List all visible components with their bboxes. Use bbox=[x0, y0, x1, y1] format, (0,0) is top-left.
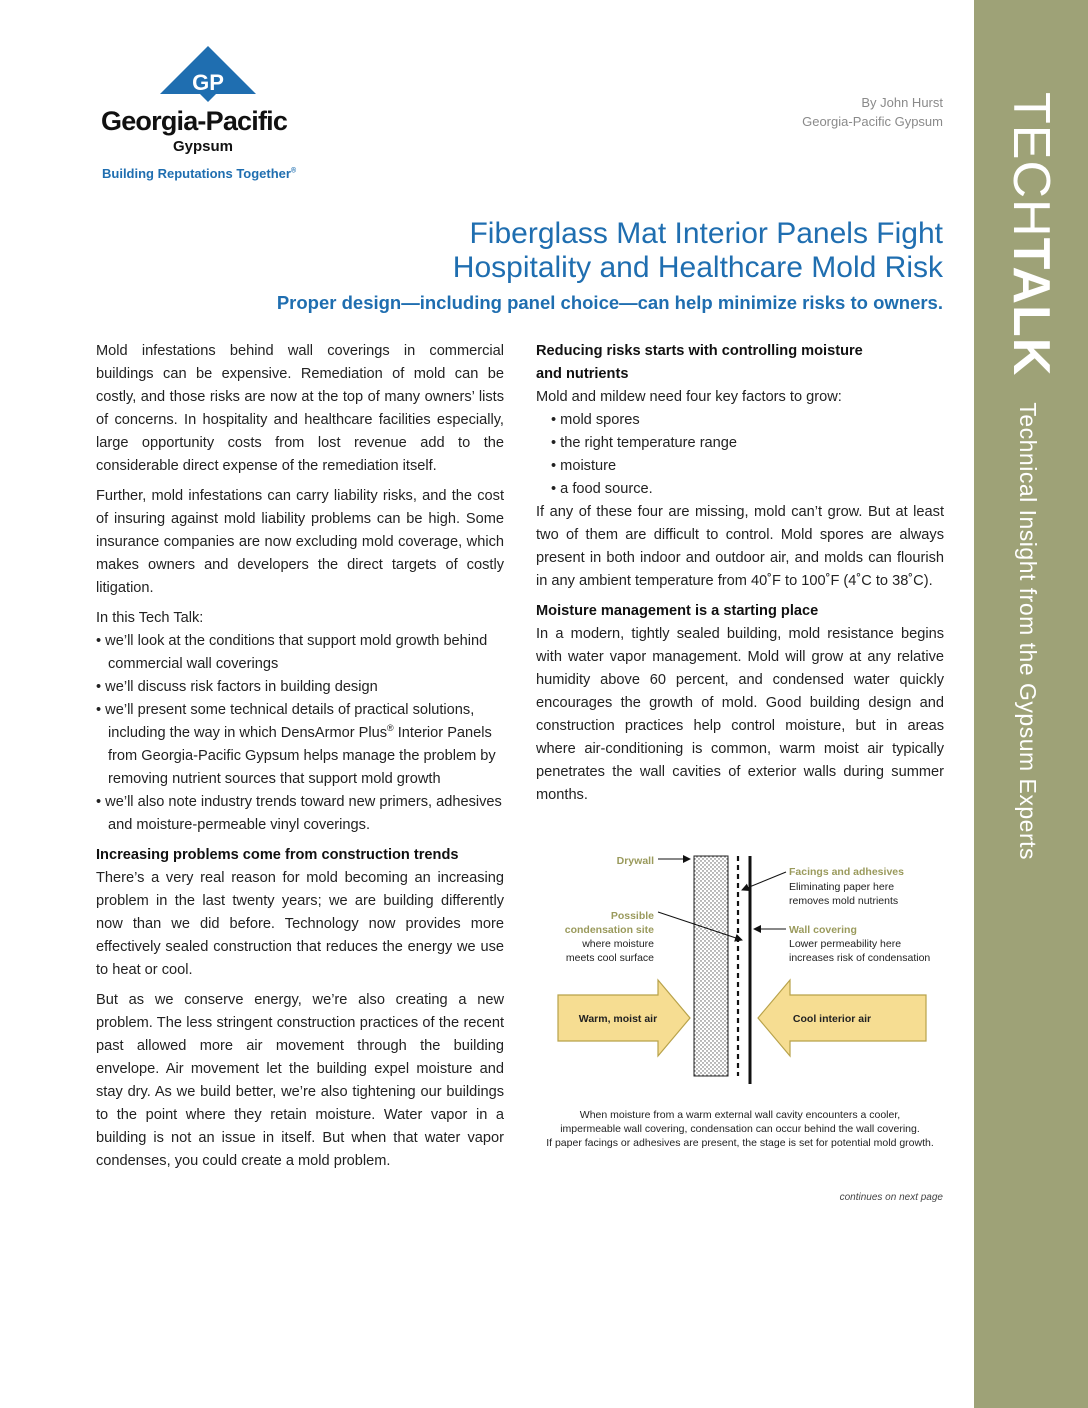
facings-title: Facings and adhesives bbox=[789, 866, 904, 878]
logo-tag-mark: ® bbox=[290, 167, 297, 175]
caption-line-3: If paper facings or adhesives are present, the stage is set for potential mold growth. bbox=[546, 1137, 934, 1149]
caption-line-1: When moisture from a warm external wall cavity encounters a cooler, bbox=[579, 1109, 901, 1121]
right-column bbox=[536, 340, 944, 814]
right-paragraph-2: If any of these four are missing, mold can’t grow. But at least two of them are difficult to control. Mold spores are always present in both indoor and outdoor air, and molds can flourish in any ambient temperature from 40˚F to 100˚F (4˚C to 38˚C). bbox=[536, 504, 944, 589]
byline-org: Georgia-Pacific Gypsum bbox=[802, 114, 943, 129]
left-paragraph-2: Further, mold infestations can carry liability risks, and the cost of insuring against mold liability problems can be high. Some insurance companies are now excluding mold coverage, which makes owners and developers the direct targets of costly litigation. bbox=[96, 488, 504, 596]
covering-title: Wall covering bbox=[789, 924, 857, 936]
logo-monogram: GP bbox=[192, 70, 224, 95]
page-subtitle: Proper design—including panel choice—can help minimize risks to owners. bbox=[276, 292, 943, 313]
right-paragraph-3: In a modern, tightly sealed building, mold resistance begins with water vapor management. Mold will grow at any relative humidity above 60 percent, and condensed water quickly encourages the growth of mold. Good building design and construction practices help control moisture, but in areas where air-conditioning is common, warm moist air typically penetrates the wall cavities of exterior walls during summer months. bbox=[536, 626, 944, 803]
logo-division: Gypsum bbox=[173, 138, 234, 155]
gp-logo-icon bbox=[100, 44, 320, 108]
continues-note: continues on next page bbox=[839, 1192, 943, 1203]
sidebar-text bbox=[1001, 92, 1061, 952]
list-item-text: we’ll present some technical details of practical solutions, including the way in which DensArmor Plus bbox=[105, 702, 475, 741]
meets-cool-label: meets cool surface bbox=[565, 952, 654, 964]
left-paragraph-4: But as we conserve energy, we’re also creating a new problem. The less stringent construction practices of the recent past allowed more air movement through the building envelope. Air movement let the building expel moisture and stay dry. As we build better, we’re also tightening our buildings to the point where they retain moisture. Water vapor in a building is not an issue in itself. But when that water vapor condenses, you could create a mold problem. bbox=[96, 992, 504, 1169]
list-item bbox=[96, 699, 504, 791]
cool-air-label: Cool interior air bbox=[792, 1013, 872, 1025]
drywall-label: Drywall bbox=[616, 855, 654, 867]
list-item-text-rest: Interior Panels from Georgia-Pacific Gypsum helps manage the problem by removing nutrient sources that support mold growth bbox=[108, 725, 496, 787]
title-line-2: Hospitality and Healthcare Mold Risk bbox=[452, 251, 943, 284]
tech-talk-list bbox=[96, 630, 504, 837]
list-item: • moisture bbox=[536, 455, 944, 478]
left-paragraph-3: There’s a very real reason for mold becoming an increasing problem in the last twenty years; we are building differently now than we did before. Technology now provides more effectively sealed construction that reduces the energy we use to heat or cool. bbox=[96, 870, 504, 978]
heading-moisture-management: Moisture management is a starting place bbox=[536, 603, 819, 619]
registered-mark: ® bbox=[387, 723, 394, 734]
sidebar-tech: TECH bbox=[1002, 92, 1060, 238]
sidebar-talk: TALK bbox=[1002, 237, 1060, 377]
left-intro: In this Tech Talk: bbox=[96, 610, 204, 626]
facings-line-2: removes mold nutrients bbox=[789, 895, 899, 907]
list-item: • mold spores bbox=[536, 409, 944, 432]
logo-brand: Georgia-Pacific bbox=[101, 106, 288, 136]
warm-air-label: Warm, moist air bbox=[578, 1013, 658, 1025]
caption-line-2: impermeable wall covering, condensation can occur behind the wall covering. bbox=[560, 1123, 920, 1135]
title-line-1: Fiberglass Mat Interior Panels Fight bbox=[469, 217, 943, 250]
right-paragraph-1: Mold and mildew need four key factors to grow: bbox=[536, 389, 842, 405]
heading-reducing-risks-line2: and nutrients bbox=[536, 366, 629, 382]
sidebar-subtitle: Technical Insight from the Gypsum Experts bbox=[1015, 402, 1041, 861]
list-item: • we’ll look at the conditions that support mold growth behind commercial wall coverings bbox=[96, 630, 504, 676]
list-item: • we’ll also note industry trends toward new primers, adhesives and moisture-permeable vinyl coverings. bbox=[96, 791, 504, 837]
factors-list bbox=[536, 409, 944, 501]
heading-reducing-risks-line1: Reducing risks starts with controlling moisture bbox=[536, 343, 863, 359]
condensation-diagram bbox=[540, 840, 950, 1100]
logo-tagline bbox=[102, 166, 296, 181]
heading-reducing-risks bbox=[536, 340, 944, 386]
byline bbox=[802, 93, 943, 131]
condensation-site-label: condensation site bbox=[564, 924, 654, 936]
left-paragraph-1: Mold infestations behind wall coverings in commercial buildings can be expensive. Remediation of mold can be costly, and those risks are now at the top of many owners’ lists of concerns. In hospitality and healthcare facilities especially, large opportunity costs from lost revenue add to the considerable direct expense of the remediation itself. bbox=[96, 343, 504, 474]
page-title bbox=[453, 217, 943, 285]
where-moisture-label: where moisture bbox=[582, 938, 654, 950]
byline-author: By John Hurst bbox=[861, 95, 943, 110]
facings-line-1: Eliminating paper here bbox=[789, 881, 895, 893]
covering-line-1: Lower permeability here bbox=[789, 938, 902, 950]
covering-line-2: increases risk of condensation bbox=[789, 952, 931, 964]
diagram-caption bbox=[536, 1108, 944, 1150]
possible-label: Possible bbox=[610, 910, 654, 922]
list-item: • we’ll discuss risk factors in building design bbox=[96, 676, 504, 699]
list-item: • a food source. bbox=[536, 478, 944, 501]
list-item: • the right temperature range bbox=[536, 432, 944, 455]
heading-construction-trends: Increasing problems come from construction trends bbox=[96, 847, 459, 863]
left-column bbox=[96, 340, 504, 1180]
drywall-panel bbox=[694, 856, 728, 1076]
logo-tagline-text: Building Reputations Together bbox=[102, 166, 291, 181]
